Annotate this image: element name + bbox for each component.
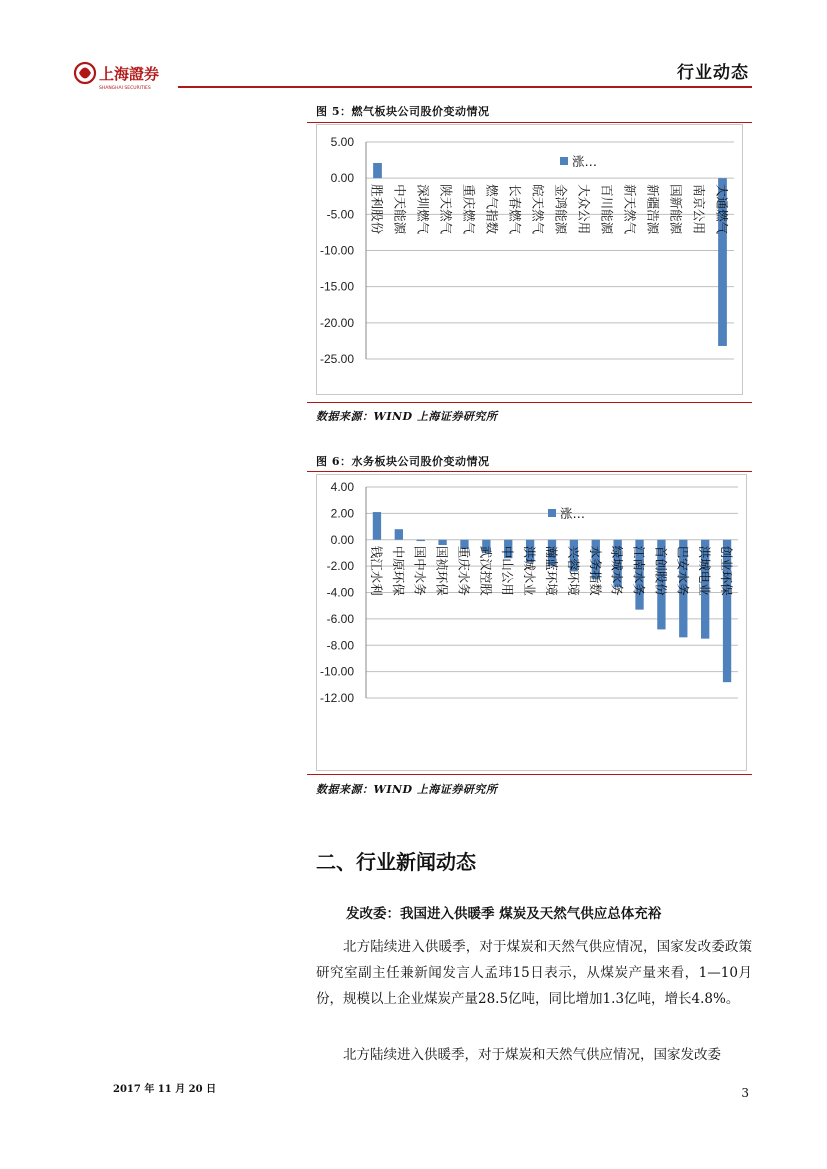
gas-sector-chart: [316, 124, 744, 396]
company-logo: [72, 58, 182, 92]
figure-5-top-rule: [307, 122, 752, 123]
y-tick-label: -10.00: [319, 243, 354, 258]
figure-6-top-rule: [307, 471, 752, 472]
category-label: 国中水务: [412, 545, 428, 596]
category-label: 水务指数: [587, 545, 603, 596]
y-tick-label: -25.00: [319, 352, 354, 366]
news-paragraph: 北方陆续进入供暖季，对于煤炭和天然气供应情况，国家发改委: [343, 1047, 721, 1063]
figure-5-title: 图 5：燃气板块公司股价变动情况: [316, 105, 490, 118]
category-label: 首创股份: [653, 545, 669, 596]
figure-6-source: 数据来源：WIND 上海证券研究所: [316, 783, 498, 796]
y-tick-label: -4.00: [326, 585, 354, 600]
category-label: 创业环保: [719, 545, 735, 596]
category-label: 大通燃气: [714, 184, 730, 235]
bar: [395, 529, 403, 540]
news-headline: 发改委：我国进入供暖季 煤炭及天然气供应总体充裕: [346, 906, 662, 922]
y-tick-label: 5.00: [330, 135, 354, 149]
category-label: 重庆燃气: [461, 184, 477, 235]
section-title: 二、行业新闻动态: [316, 850, 476, 874]
page-number: 3: [741, 1086, 749, 1100]
category-label: 钱江水利: [368, 545, 384, 596]
figure-5-source: 数据来源：WIND 上海证券研究所: [316, 410, 498, 423]
category-label: 江南水务: [631, 545, 647, 596]
figure-6-title: 图 6：水务板块公司股价变动情况: [316, 455, 490, 468]
category-label: 中天能源: [392, 184, 408, 235]
news-paragraph: 北方陆续进入供暖季，对于煤炭和天然气供应情况，国家发改委政策研究室副主任兼新闻发言人孟玮15日表示，从煤炭产量来看，1—10月份，规模以上企业煤炭产量28.5亿吨，同比增加1.3亿吨，增长4.8%。: [316, 939, 752, 1007]
y-tick-label: -6.00: [326, 611, 354, 626]
y-tick-label: -12.00: [319, 691, 354, 705]
logo-subtext: SHANGHAI SECURITIES: [99, 86, 151, 91]
header-section-title: 行业动态: [677, 63, 749, 83]
footer-date: 2017 年 11 月 20 日: [113, 1084, 217, 1095]
bar: [373, 163, 382, 178]
legend-key: [560, 157, 568, 165]
bar: [438, 540, 446, 545]
category-label: 中原环保: [390, 545, 406, 596]
legend-label: 涨…: [572, 154, 598, 169]
category-label: 瀚蓝环境: [544, 545, 559, 596]
y-tick-label: 4.00: [330, 480, 354, 494]
category-label: 巴安水务: [675, 545, 691, 596]
y-tick-label: -2.00: [326, 559, 354, 574]
y-tick-label: -5.00: [326, 207, 354, 222]
category-label: 皖天然气: [530, 184, 546, 235]
figure-5-bottom-rule: [307, 402, 752, 403]
category-label: 中山公用: [500, 545, 516, 596]
y-tick-label: 0.00: [330, 532, 354, 547]
y-tick-label: -20.00: [319, 315, 354, 330]
category-label: 兴蓉环境: [565, 545, 581, 596]
category-label: 洪城水业: [522, 545, 538, 596]
bar: [373, 512, 381, 540]
category-label: 百川能源: [599, 184, 615, 235]
category-label: 陕天然气: [438, 184, 454, 235]
category-label: 绿城水务: [609, 545, 625, 596]
category-label: 洪城电业: [697, 545, 713, 596]
category-label: 大众公用: [576, 184, 592, 235]
header-divider: [178, 86, 752, 88]
y-tick-label: 0.00: [330, 171, 354, 186]
bar: [417, 540, 425, 541]
category-label: 长春燃气: [507, 184, 523, 235]
category-label: 重庆水务: [456, 545, 472, 596]
water-sector-chart: [316, 474, 748, 772]
category-label: 武汉控股: [478, 545, 494, 596]
category-label: 国新能源: [668, 184, 684, 235]
category-label: 国祯环保: [434, 545, 450, 596]
category-label: 新疆浩源: [645, 184, 661, 235]
figure-6-bottom-rule: [307, 774, 752, 775]
legend-label: 涨…: [560, 506, 586, 521]
category-label: 新天然气: [622, 184, 638, 235]
category-label: 南京公用: [691, 184, 707, 235]
y-tick-label: -15.00: [319, 279, 354, 294]
y-tick-label: -8.00: [326, 638, 354, 653]
logo-text: 上海證券: [99, 65, 160, 83]
category-label: 胜利股份: [369, 184, 385, 235]
y-tick-label: 2.00: [330, 506, 354, 521]
category-label: 深圳燃气: [415, 184, 431, 235]
category-label: 燃气指数: [484, 184, 500, 235]
y-tick-label: -10.00: [319, 664, 354, 679]
category-label: 金鸿能源: [553, 184, 569, 235]
legend-key: [548, 509, 556, 517]
